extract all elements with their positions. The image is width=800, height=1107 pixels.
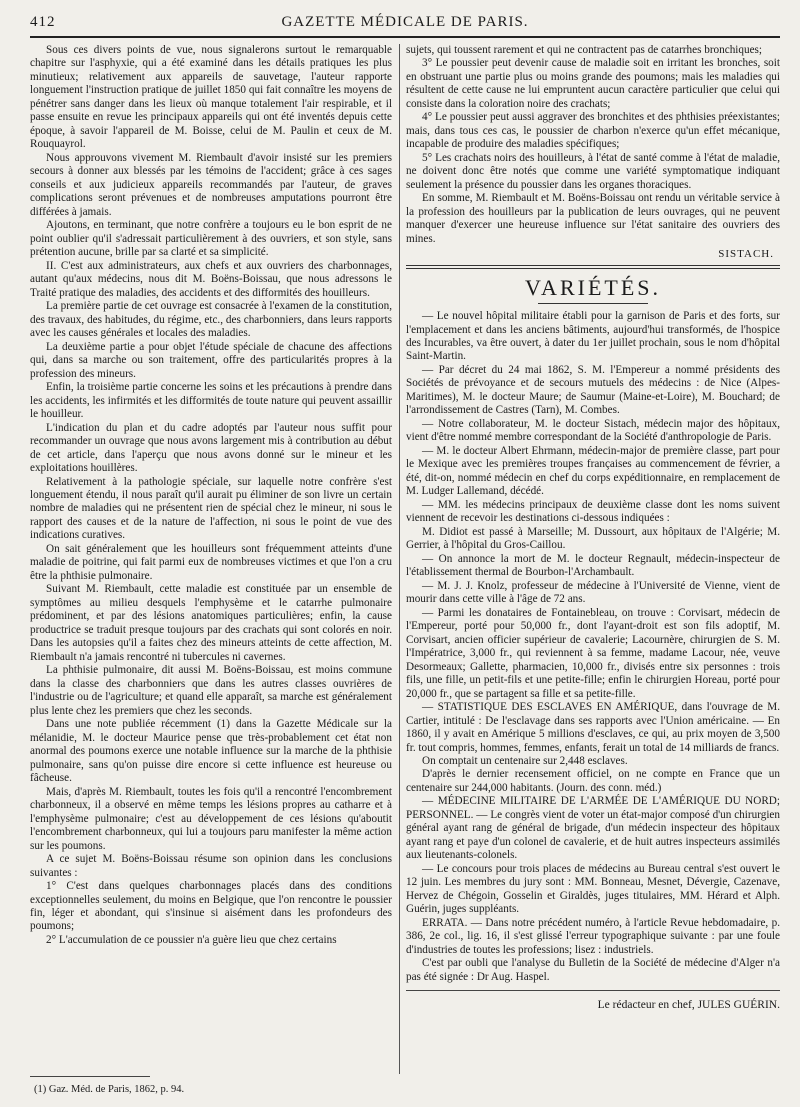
right-paragraph: sujets, qui toussent rarement et qui ne contractent pas de catarrhes bronchiques; — [406, 44, 763, 56]
news-item: — M. le docteur Albert Ehrmann, médecin-major de première classe, part pour le Mexique avec les premières troupes françaises au commencement de février, a été, dit-on, nommé médecin en chef du corps expéditionnaire, en remplacement de M. Ludger Lallemand, décédé. — [406, 444, 780, 498]
right-paragraph: En somme, M. Riembault et M. Boëns-Boissau ont rendu un véritable service à la profession des houilleurs par la publication de leurs ouvrages, qui ne peuvent manquer d'exercer une heureuse influence sur l'état sanitaire des ouvriers des mines. — [406, 192, 780, 245]
news-item: — On annonce la mort de M. le docteur Regnault, médecin-inspecteur de l'établissement thermal de Bourbon-l'Archambault. — [406, 552, 780, 579]
left-paragraph: A ce sujet M. Boëns-Boissau résume son opinion dans les conclusions suivantes : — [30, 853, 392, 879]
left-paragraph: Mais, d'après M. Riembault, toutes les fois qu'il a rencontré l'encombrement charbonneux, il a observé en même temps les lésions propres au catharre et à l'emphysème pulmonaire; c'est au développement de ces lésions qu'aboutit l'encombrement charbonneux, qui lui a toujours paru manifester la même action sur les poumons. — [30, 785, 392, 852]
section-title: VARIÉTÉS. — [525, 274, 661, 300]
left-paragraph: Dans une note publiée récemment (1) dans la Gazette Médicale sur la mélanidie, M. le docteur Maurice pense que très-probablement cet état non anormal des poumons exerce une notable influence sur la marche de la phthisie pulmonaire, sans qu'on puisse dire encore si cette influence est heureuse ou fâcheuse. — [30, 718, 392, 785]
news-item: — STATISTIQUE DES ESCLAVES EN AMÉRIQUE, dans l'ouvrage de M. Cartier, intitulé : De l'esclavage dans ses rapports avec l'Union américaine. — En 1860, il y avait en Amérique 5 millions d'esclaves, ce qui, au prix moyen de 3,500 fr. tout compris, hommes, femmes, enfants, ferait un total de 14 milliards de francs. — [406, 701, 780, 754]
editor-signature: Le rédacteur en chef, JULES GUÉRIN. — [597, 999, 780, 1012]
news-item: M. Didiot est passé à Marseille; M. Dussourt, aux hôpitaux de l'Algérie; M. Gerrier, à l'hôpital du Gros-Caillou. — [406, 525, 780, 552]
news-item: — Par décret du 24 mai 1862, S. M. l'Empereur a nommé présidents des Sociétés de prévoyance et de secours mutuels des médecins : de Nice (Alpes-Maritimes), M. le docteur Maure; de Saumur (Maine-et-Loire), M. Bouchard; de l'arrondissement de Castres (Tarn), M. Combes. — [406, 363, 780, 417]
footnote-text: (1) Gaz. Méd. de Paris, 1862, p. 94. — [34, 1084, 185, 1095]
article-signature: SISTACH. — [718, 248, 774, 261]
left-paragraph: La première partie de cet ouvrage est consacrée à l'examen de la constitution, des travaux, des habitudes, du régime, etc., des charbonniers, dans leurs rapports avec les causes générales et locales des maladies. — [30, 300, 392, 340]
news-item: — Notre collaborateur, M. le docteur Sistach, médecin major des hôpitaux, vient d'être nommé membre correspondant de la Société d'anthropologie de Paris. — [406, 417, 780, 444]
news-item: — Le concours pour trois places de médecins au Bureau central s'est ouvert le 12 juin. Les membres du jury sont : MM. Bonneau, Mesnet, Dévergie, Cazenave, Hervez de Chégoin, Gosselin et Giraldès, juges titulaires, MM. Hérard et Alph. Guérin, juges suppléants. — [406, 862, 780, 916]
left-paragraph: Relativement à la pathologie spéciale, sur laquelle notre confrère s'est longuement étendu, il nous paraît qu'il aurait pu éliminer de son livre un certain nombre de maladies qui ne présentent rien de spécial chez le mineur, ni sous le rapport des causes et de la nature de l'affection, ni sous le point de vue des indications curatives. — [30, 475, 392, 542]
left-paragraph: L'indication du plan et du cadre adoptés par l'auteur nous suffit pour recommander un ouvrage que nous avons largement mis à contribution au début de cet article, dans l'aperçu que nous avons donné sur le mineur et les exploitations houillères. — [30, 421, 392, 475]
page-number: 412 — [30, 14, 56, 30]
news-item: — M. J. J. Knolz, professeur de médecine à l'Université de Vienne, vient de mourir dans cette ville à l'âge de 72 ans. — [406, 579, 780, 606]
section-title-underline — [538, 303, 648, 304]
right-column — [406, 44, 780, 1084]
left-paragraph: Nous approuvons vivement M. Riembault d'avoir insisté sur les premiers secours à donner aux blessés par les témoins de l'accident; grâce à ces sages conseils et aux judicieux appareils recommandés par l'auteur, de graves complications seront prévenues et de nombreuses amputations pourront être différées à jamais. — [30, 151, 392, 218]
right-paragraph: 4° Le poussier peut aussi aggraver des bronchites et des phthisies préexistantes; mais, dans tous ces cas, le poussier de charbon n'exerce qu'un effet mécanique, incapable de produire des maladies spécifiques; — [406, 111, 780, 151]
left-paragraph: II. C'est aux administrateurs, aux chefs et aux ouvriers des charbonnages, autant qu'aux médecins, nous dit M. Boëns-Boissau, que nous adressons le Traité pratique des maladies, des accidents et des difformités des houilleurs. — [30, 259, 392, 299]
left-paragraph: Sous ces divers points de vue, nous signalerons surtout le remarquable chapitre sur l'asphyxie, qui a été examiné dans les détails pratiques les plus minutieux; relativement aux appareils de sauvetage, l'auteur rapporte longuement l'instruction pratique de juillet 1850 qui fait connaître les moyens de pénétrer sans danger dans les lieux où manque totalement l'air respirable, et il passe ensuite en revue les principaux appareils qui ont été inventés depuis cette époque, à savoir l'appareil de M. Boisse, celui de M. Paulin et ceux de M. Rouquayrol. — [30, 44, 392, 151]
news-item: C'est par oubli que l'analyse du Bulletin de la Société de médecine d'Alger n'a pas été signée : Dr Aug. Haspel. — [406, 957, 780, 983]
left-paragraph: On sait généralement que les houilleurs sont fréquemment atteints d'une maladie de poitrine, qui fait parmi eux de nombreuses victimes et que l'on a cru être la phthisie pulmonaire. — [30, 542, 392, 582]
news-item: — MÉDECINE MILITAIRE DE L'ARMÉE DE L'AMÉRIQUE DU NORD; PERSONNEL. — Le congrès vient de voter un état-major composé d'un chirurgien général ayant rang de général de brigade, d'un médecin inspecteur des hôpitaux ayant rang et paye d'un colonel de cavalerie, et de huit autres inspecteurs assimilés aux lieutenants-colonels. — [406, 795, 780, 862]
left-paragraph: 1° C'est dans quelques charbonnages placés dans des conditions exceptionnelles seulement, du moins en Belgique, que l'on rencontre le poussier fin, léger et abondant, qui s'insinue si aisément dans les profondeurs des poumons; — [30, 880, 392, 933]
page-header — [30, 12, 780, 38]
news-item: — Le nouvel hôpital militaire établi pour la garnison de Paris et des forts, sur l'emplacement et dans les anciens bâtiments, aujourd'hui transformés, de l'hospice des Incurables, va être ouvert, à dater du 1er juillet prochain, sous le nom d'hôpital Saint-Martin. — [406, 310, 780, 363]
editor-divider — [406, 990, 780, 991]
left-paragraph: 2° L'accumulation de ce poussier n'a guère lieu que chez certains — [46, 933, 337, 946]
news-item: D'après le dernier recensement officiel, on ne compte en France que un centenaire sur 244,000 habitants. (Journ. des conn. méd.) — [406, 768, 780, 794]
news-item: — MM. les médecins principaux de deuxième classe dont les noms suivent viennent de recevoir les destinations ci-dessous indiquées : — [406, 498, 780, 525]
section-divider — [406, 265, 780, 269]
footnote-rule — [30, 1076, 150, 1077]
left-column — [30, 44, 392, 1069]
right-paragraph: 5° Les crachats noirs des houilleurs, à l'état de santé comme à l'état de maladie, ne doivent donc être notés que comme une variété symptomatique indiquant seulement la présence du poussier dans les organes thoraciques. — [406, 151, 780, 191]
right-paragraph: 3° Le poussier peut devenir cause de maladie soit en irritant les bronches, soit en obstruant une partie plus ou moins grande des poumons; mais les maladies qui résultent de cette cause ne lui empruntent aucun caractère particulier que celui qui consiste dans la coloration noire des crachats; — [406, 57, 780, 110]
journal-title: GAZETTE MÉDICALE DE PARIS. — [281, 14, 529, 30]
footnote — [34, 1084, 184, 1095]
left-paragraph: La deuxième partie a pour objet l'étude spéciale de chacune des affections qui, dans sa marche ou son traitement, offre des particularités propres à la profession des mineurs. — [30, 340, 392, 380]
left-paragraph: Ajoutons, en terminant, que notre confrère a toujours eu le bon esprit de ne point oublier qu'il s'adressait particulièrement à des ouvriers, et son style, sans prétention aucune, brille par sa clarté et sa simplicité. — [30, 219, 392, 259]
news-item: ERRATA. — Dans notre précédent numéro, à l'article Revue hebdomadaire, p. 386, 2e col., lig. 16, il s'est glissé l'erreur typographique suivante : par une foule d'industries de toutes les professions; lisez : industriels. — [406, 916, 780, 956]
left-paragraph: Suivant M. Riembault, cette maladie est constituée par un ensemble de symptômes au milieu desquels l'emphysème et le catarrhe pulmonaire prédominent, et par des lésions anatomiques particulières; enfin, la cause productrice se traduit presque toujours par des crachats qui sont colorés en noir. Dans les autopsies qu'il a faites chez des mineurs atteints de cette affection, M. Riembault n'a jamais rencontré ni tubercules ni cavernes. — [30, 583, 392, 663]
column-divider — [399, 44, 400, 1074]
left-paragraph: Enfin, la troisième partie concerne les soins et les précautions à prendre dans les accidents, les infirmités et les difformités de toute nature qui peuvent assaillir le houilleur. — [30, 381, 392, 421]
left-paragraph: La phthisie pulmonaire, dit aussi M. Boëns-Boissau, est moins commune dans la classe des charbonniers que dans les autres classes ouvrières de l'industrie ou de l'agriculture; et quand elle apparaît, sa marche est généralement plus lente chez les premiers que chez les seconds. — [30, 664, 392, 717]
news-item: On comptait un centenaire sur 2,448 esclaves. — [422, 755, 628, 767]
news-item: — Parmi les donataires de Fontainebleau, on trouve : Corvisart, médecin de l'Empereur, porté pour 50,000 fr., dont l'ayant-droit est son fils adoptif, M. Corvisart, ancien officier supérieur de cavalerie; Lacournère, chirurgien de S. M. l'Impératrice, 3,000 fr., qui reviennent à sa femme, madame Lacour, née, veuve Desormeaux; Gallette, pharmacien, 10,000 fr., divisés entre six personnes : trois fils, une fille, un petit-fils et une petite-fille; enfin le chirurgien Horeau, porté pour 20,000 fr., que se partagent sa fille et sa petite-fille. — [406, 606, 780, 700]
